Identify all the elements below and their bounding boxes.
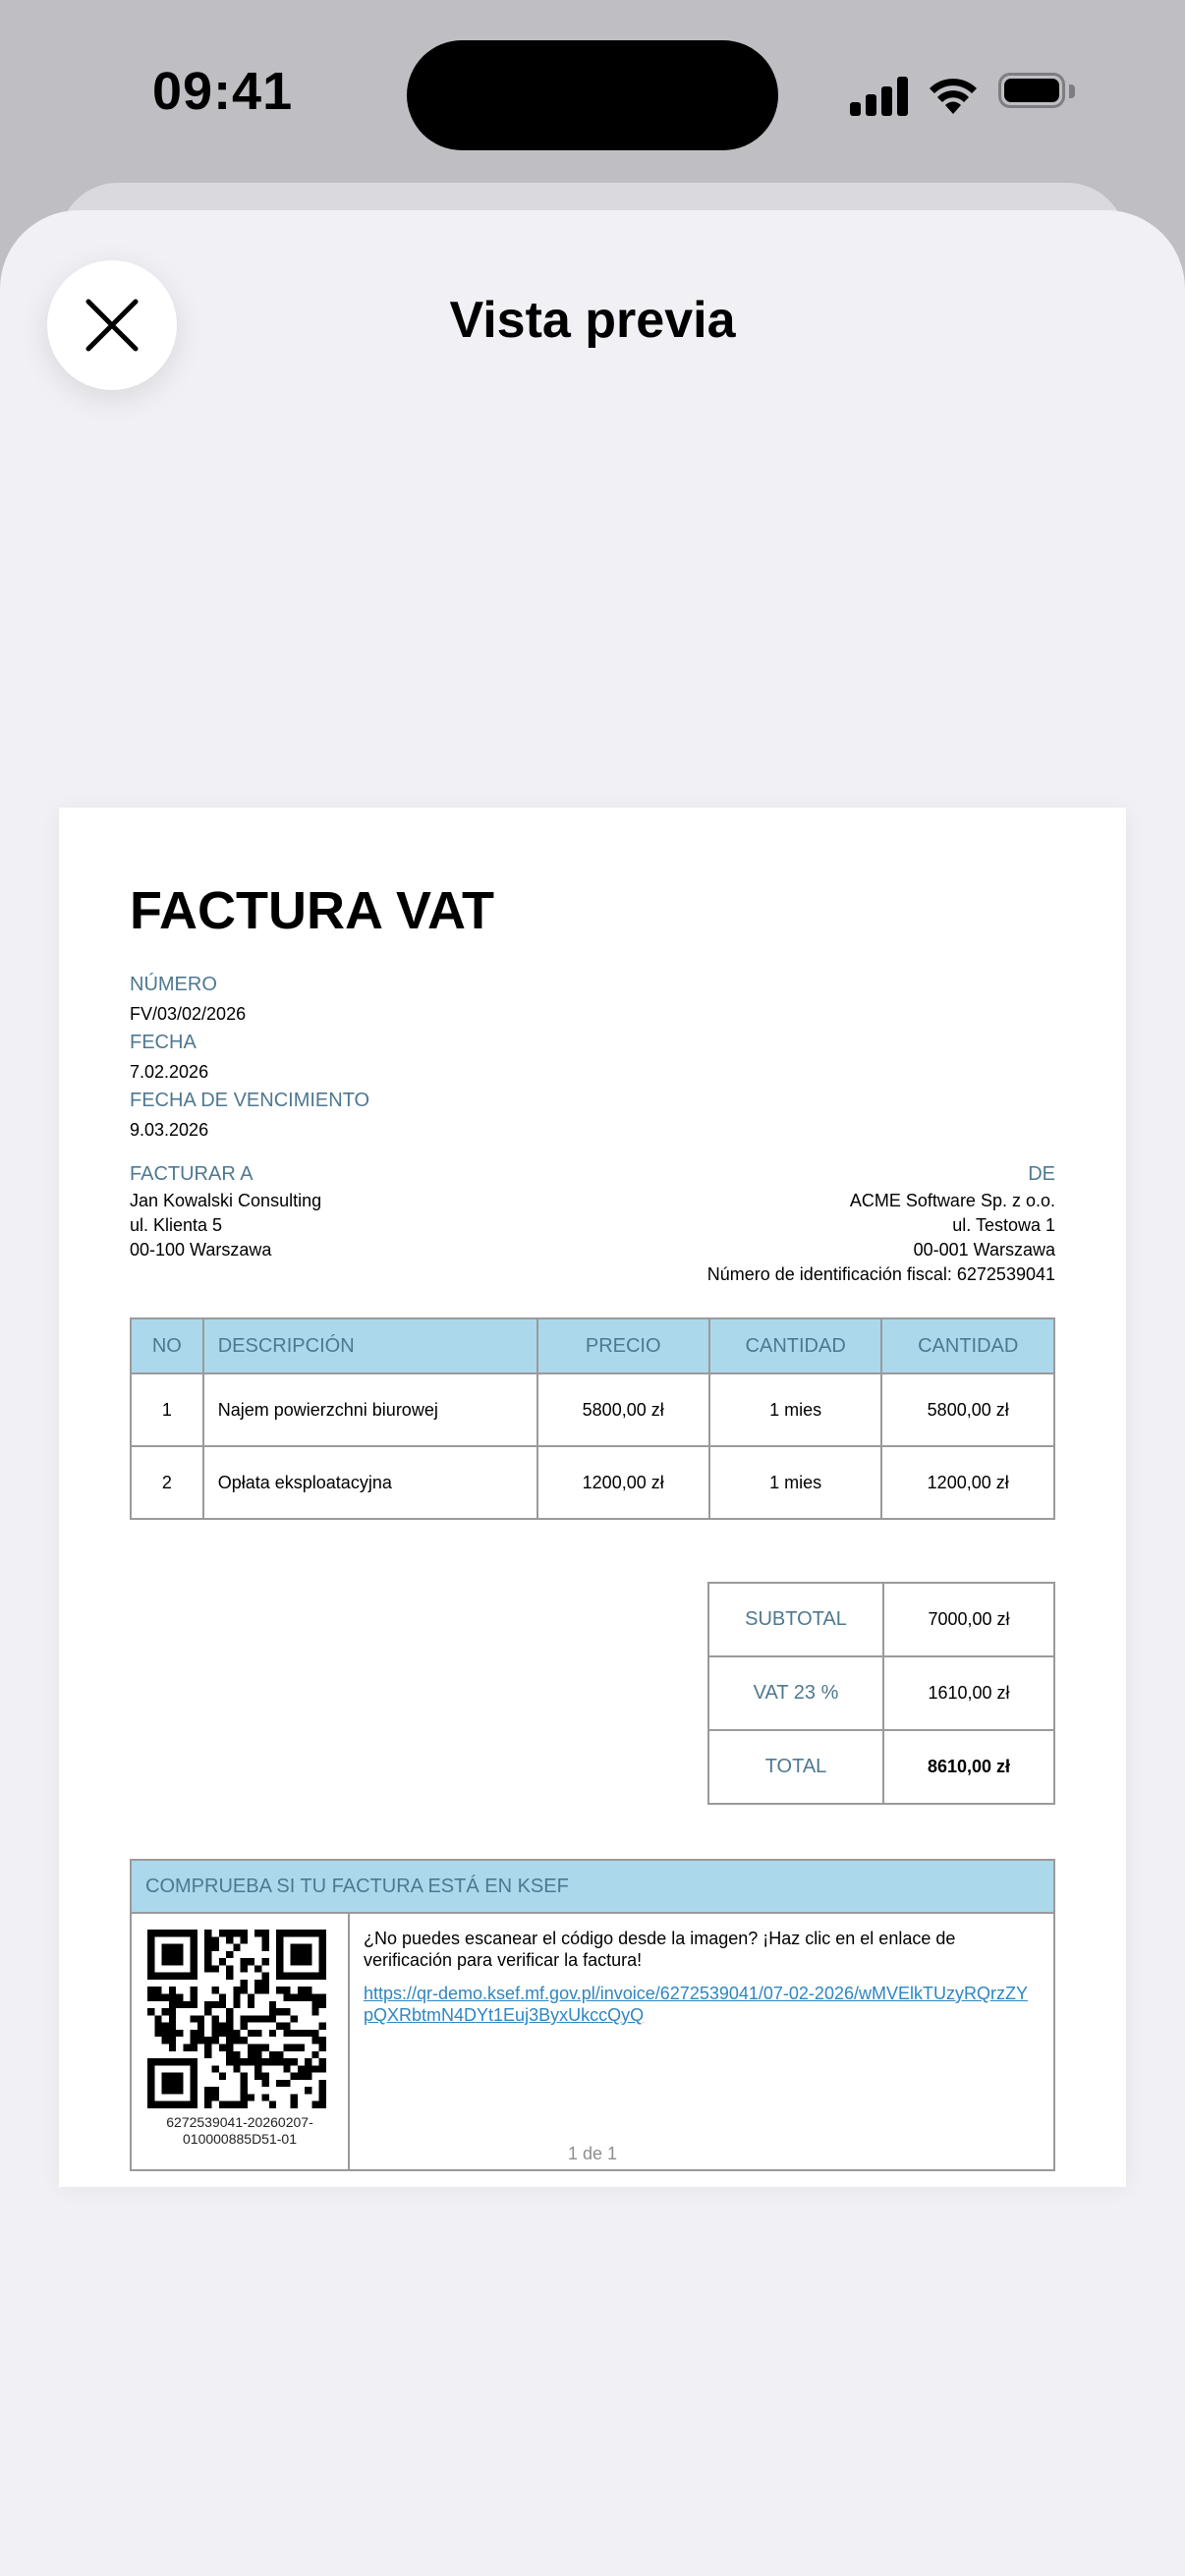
column-header-no: NO (131, 1318, 203, 1373)
subtotal-label: SUBTOTAL (708, 1583, 883, 1656)
item-quantity: 1 mies (709, 1373, 882, 1446)
bill-to-line: 00-100 Warszawa (130, 1240, 272, 1260)
invoice-date: 7.02.2026 (130, 1062, 209, 1082)
vat-label: VAT 23 % (708, 1656, 883, 1730)
dynamic-island (407, 40, 778, 150)
vat-value: 1610,00 zł (883, 1656, 1054, 1730)
subtotal-row (708, 1583, 1054, 1656)
table-row (131, 1446, 1054, 1519)
item-description: Najem powierzchni biurowej (203, 1373, 537, 1446)
item-description: Opłata eksploatacyjna (203, 1446, 537, 1519)
total-value: 8610,00 zł (883, 1730, 1054, 1804)
item-price: 1200,00 zł (537, 1446, 709, 1519)
ksef-instructions: ¿No puedes escanear el código desde la imagen? ¡Haz clic en el enlace de verificación para verificar la factura! (364, 1929, 956, 1970)
invoice-due-date: 9.03.2026 (130, 1120, 209, 1140)
invoice-parties (130, 1160, 1055, 1290)
table-header-row (131, 1318, 1054, 1373)
column-header-amount: CANTIDAD (881, 1318, 1054, 1373)
ksef-verification-link[interactable]: https://qr-demo.ksef.mf.gov.pl/invoice/6272539041/07-02-2026/wMVElkTUzyRQrzZYpQXRbtmN4DYt1Euj3ByxUkccQyQ (364, 1984, 1028, 2025)
invoice-number: FV/03/02/2026 (130, 1004, 247, 1024)
invoice-title: FACTURA VAT (130, 881, 494, 940)
status-bar (0, 0, 1185, 187)
item-quantity: 1 mies (709, 1446, 882, 1519)
bill-to-line: Jan Kowalski Consulting (130, 1191, 322, 1210)
bill-to-line: ul. Klienta 5 (130, 1215, 223, 1235)
bill-to-block (130, 1160, 321, 1262)
item-amount: 5800,00 zł (881, 1373, 1054, 1446)
from-line: ACME Software Sp. z o.o. (849, 1191, 1055, 1210)
battery-icon (998, 73, 1077, 114)
page-title: Vista previa (449, 292, 736, 349)
column-header-description: DESCRIPCIÓN (203, 1318, 537, 1373)
total-row (708, 1730, 1054, 1804)
from-line: 00-001 Warszawa (913, 1240, 1055, 1260)
status-time: 09:41 (152, 62, 294, 121)
invoice-meta (130, 971, 1055, 1145)
wifi-icon (928, 71, 979, 116)
cellular-signal-icon (850, 77, 909, 116)
bill-to-label: FACTURAR A (130, 1163, 254, 1185)
item-price: 5800,00 zł (537, 1373, 709, 1446)
invoice-page (59, 808, 1126, 2187)
qr-caption: 6272539041-20260207-010000885D51-01 (166, 2114, 313, 2147)
ksef-instructions-block (364, 1928, 1032, 2026)
ksef-heading: COMPRUEBA SI TU FACTURA ESTÁ EN KSEF (132, 1861, 1053, 1914)
subtotal-value: 7000,00 zł (883, 1583, 1054, 1656)
column-header-quantity: CANTIDAD (709, 1318, 882, 1373)
from-label: DE (1028, 1163, 1055, 1185)
invoice-document (130, 878, 1055, 2147)
date-label: FECHA (130, 1032, 197, 1053)
table-row (131, 1373, 1054, 1446)
column-header-price: PRECIO (537, 1318, 709, 1373)
line-items-table (130, 1317, 1055, 1520)
qr-code (147, 1930, 326, 2108)
item-amount: 1200,00 zł (881, 1446, 1054, 1519)
ksef-qr-cell (132, 1914, 350, 2169)
item-no: 2 (131, 1446, 203, 1519)
from-line: ul. Testowa 1 (952, 1215, 1055, 1235)
total-label: TOTAL (708, 1730, 883, 1804)
totals-table (707, 1582, 1055, 1805)
item-no: 1 (131, 1373, 203, 1446)
from-line: Número de identificación fiscal: 6272539041 (706, 1264, 1055, 1284)
due-date-label: FECHA DE VENCIMIENTO (130, 1090, 370, 1111)
vat-row (708, 1656, 1054, 1730)
number-label: NÚMERO (130, 974, 217, 995)
from-block (707, 1160, 1055, 1287)
ksef-verification-box (130, 1859, 1055, 2171)
page-indicator: 1 de 1 (567, 2144, 618, 2163)
